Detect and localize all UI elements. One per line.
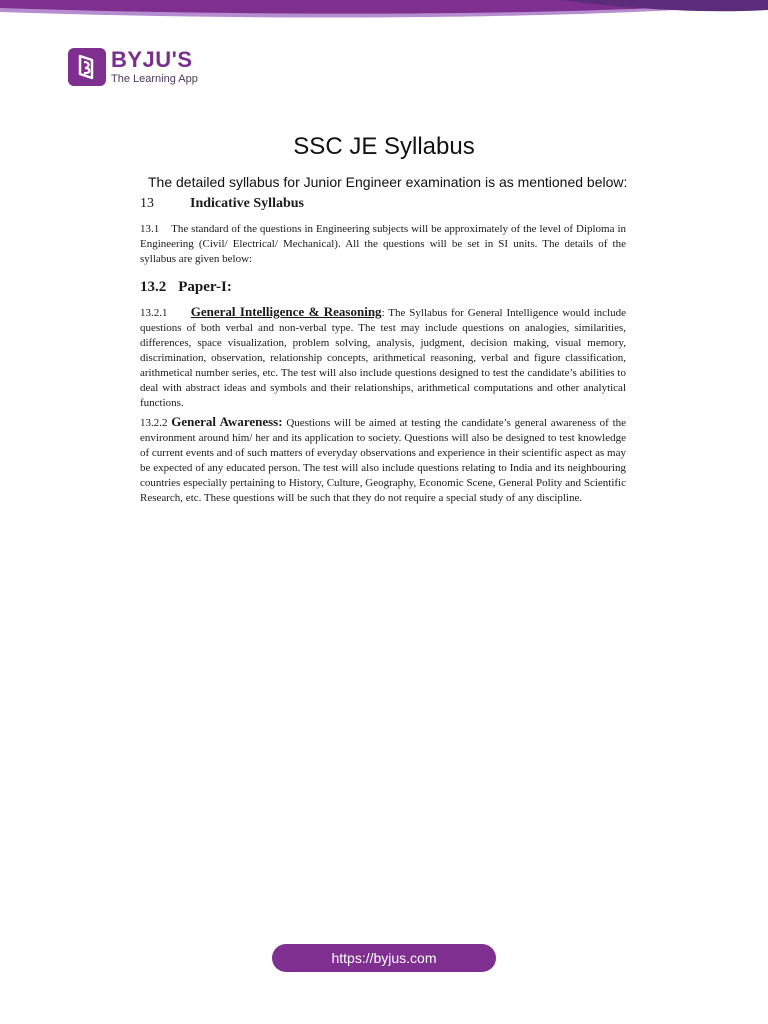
website-url[interactable]: https://byjus.com: [331, 950, 437, 966]
page-title: SSC JE Syllabus: [293, 133, 475, 160]
brand-tagline: The Learning App: [111, 73, 198, 85]
general-intelligence-paragraph: [140, 304, 626, 411]
website-link-button[interactable]: [272, 944, 496, 972]
paper-number: 13.2: [140, 279, 167, 295]
gi-text: : The Syllabus for General Intelligence would include questions of both verbal and non-verbal type. The test may include questions on analogies, similarities, differences, space visualization, problem solving, analysis, judgment, decision making, visual memory, discrimination, observation, relationship concepts, arithmetical reasoning, verbal and figure classification, arithmetical number series, etc. The test will also include questions designed to test the candidate’s abilities to deal with abstract ideas and symbols and their relationships, arithmetical computations and other analytical functions.: [140, 307, 626, 409]
section-number: 13: [140, 196, 154, 211]
intro-text: The detailed syllabus for Junior Engineer examination is as mentioned below:: [148, 174, 628, 190]
ga-title: General Awareness:: [171, 414, 283, 429]
paragraph-number: 13.1: [140, 223, 160, 235]
brand-logo[interactable]: [68, 46, 198, 88]
ga-text: Questions will be aimed at testing the candidate’s general awareness of the environment around him/ her and its application to society. Questions will also be designed to test knowledge of current events and of such matters of everyday observations and experience in their scientific aspect as may be expected of any educated person. The test will also include questions relating to India and its neighbouring countries especially pertaining to History, Culture, Geography, Economic Scene, General Polity and Scientific Research, etc. These questions will be such that they do not require a special study of any discipline.: [140, 417, 627, 504]
brand-name: BYJU'S: [111, 47, 193, 72]
general-awareness-paragraph: [140, 414, 626, 506]
ga-number: 13.2.2: [140, 417, 168, 429]
section-heading: [140, 196, 626, 212]
paper-heading: [140, 279, 626, 296]
paragraph-text: The standard of the questions in Engineering subjects will be approximately of the level of Diploma in Engineering (Civil/ Electrical/ Mechanical). All the questions will be set in SI units. The details of the syllabus are given below:: [140, 223, 627, 265]
syllabus-content: [140, 196, 626, 506]
byjus-logo-icon: [68, 48, 106, 86]
section-paragraph: [140, 222, 626, 267]
gi-number: 13.2.1: [140, 307, 168, 319]
paper-title: Paper-I:: [178, 279, 232, 295]
gi-title: General Intelligence & Reasoning: [190, 304, 382, 319]
top-decorative-band: [0, 0, 768, 22]
section-title: Indicative Syllabus: [190, 196, 304, 211]
